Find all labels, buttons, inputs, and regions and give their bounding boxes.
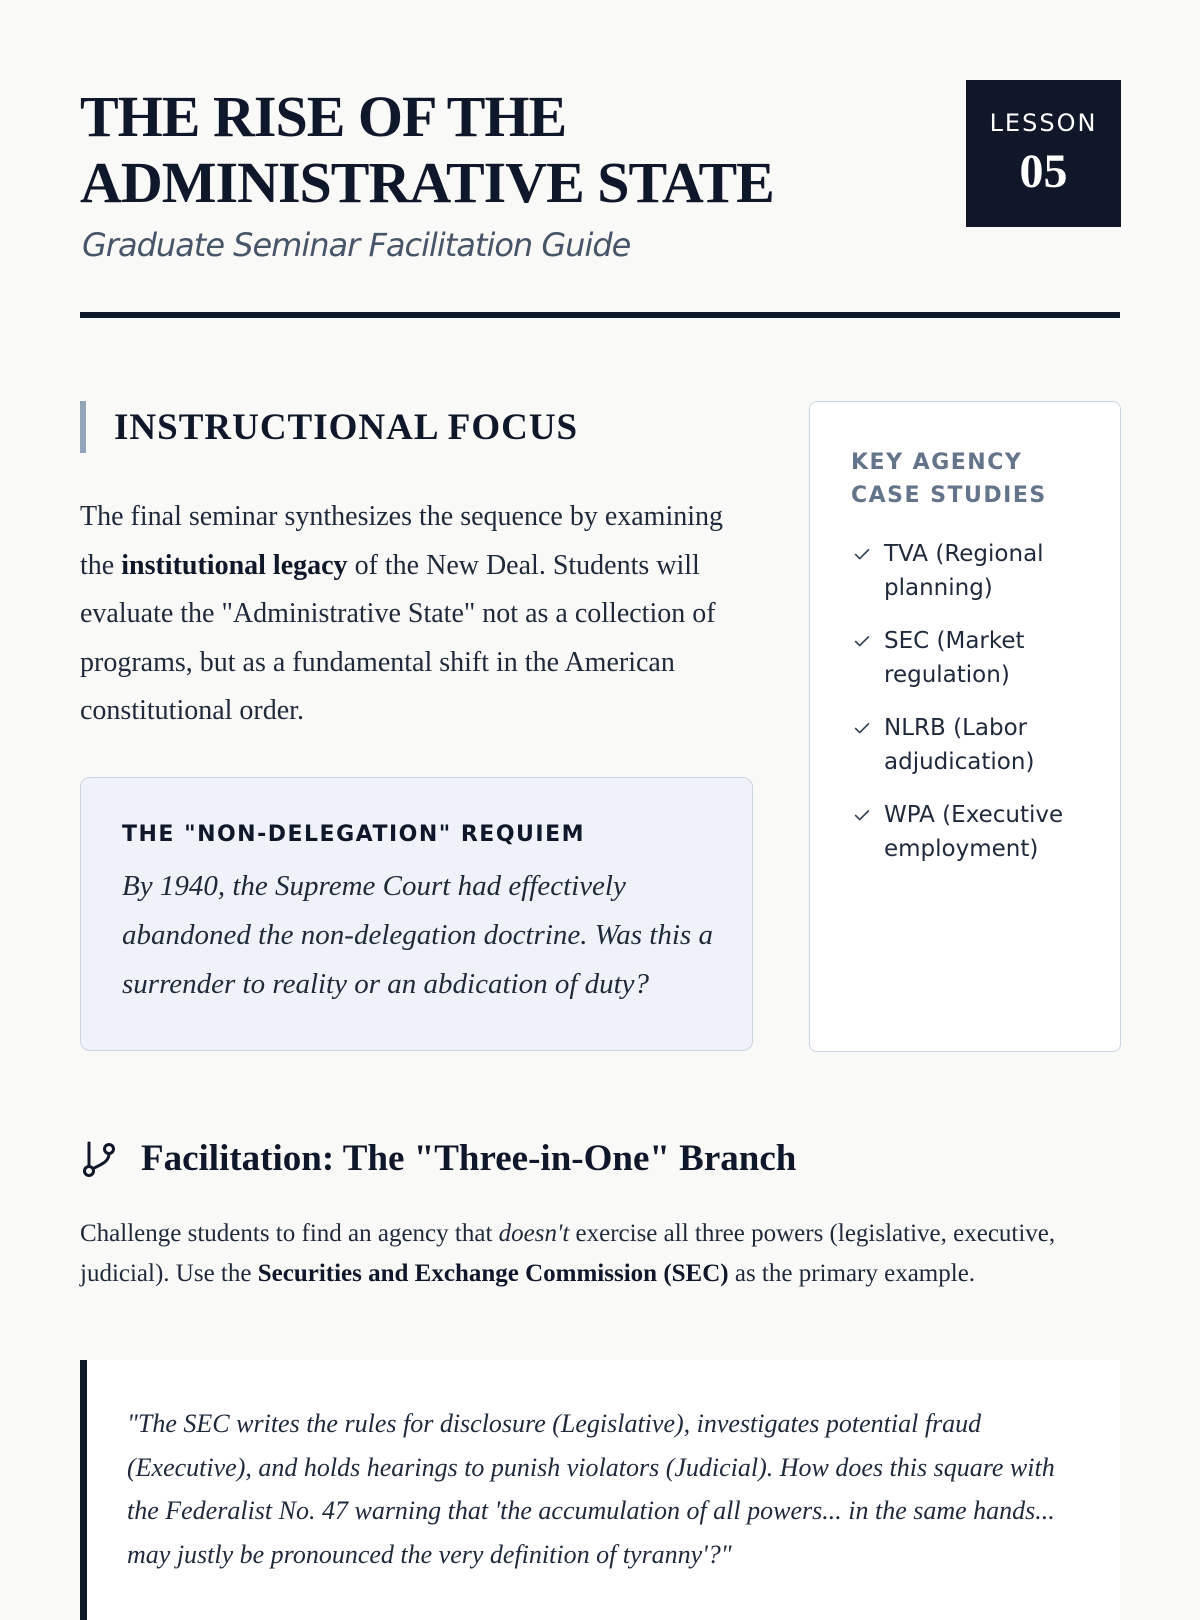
facilitation-quote bbox=[80, 1360, 1120, 1620]
focus-text-1: The final seminar synthesizes the sequence by examining the bbox=[80, 501, 724, 581]
case-study-label: TVA (Regional planning) bbox=[884, 541, 1044, 601]
check-icon bbox=[851, 630, 873, 652]
section-accent-bar bbox=[80, 401, 86, 453]
list-item bbox=[851, 537, 1101, 624]
fac-text-3: as the primary example. bbox=[728, 1260, 976, 1287]
focus-heading: INSTRUCTIONAL FOCUS bbox=[114, 407, 579, 448]
discussion-callout bbox=[80, 777, 753, 1051]
case-studies-panel bbox=[809, 401, 1121, 1052]
list-item bbox=[851, 798, 1101, 885]
git-branch-icon bbox=[80, 1141, 118, 1179]
fac-text-2: exercise all three powers (legislative, executive, judicial). Use the bbox=[80, 1220, 1056, 1287]
callout-label: THE "NON-DELEGATION" REQUIEM bbox=[122, 822, 586, 847]
fac-text-1: Challenge students to find an agency that bbox=[80, 1220, 499, 1247]
callout-question: By 1940, the Supreme Court had effectively abandoned the non-delegation doctrine. Was this a surrender to reality or an abdication of duty? bbox=[122, 870, 713, 1000]
lesson-label: LESSON bbox=[989, 109, 1098, 137]
case-study-label: NLRB (Labor adjudication) bbox=[884, 715, 1035, 775]
case-study-label: WPA (Executive employment) bbox=[884, 802, 1064, 862]
case-studies-title: KEY AGENCY CASE STUDIES bbox=[851, 450, 1047, 508]
list-item bbox=[851, 711, 1101, 798]
facilitation-paragraph bbox=[80, 1214, 1080, 1294]
check-icon bbox=[851, 543, 873, 565]
quote-text: "The SEC writes the rules for disclosure (Legislative), investigates potential fraud (Executive), and holds hearings to punish violators (Judicial). How does this square with the Federalist No. 47 warning that 'the accumulation of all powers... in the same hands... may justly be pronounced the very definition of tyranny'?" bbox=[127, 1409, 1055, 1569]
facilitation-heading: Facilitation: The "Three-in-One" Branch bbox=[141, 1138, 797, 1179]
lesson-number: 05 bbox=[1019, 145, 1068, 198]
focus-paragraph bbox=[80, 493, 760, 736]
header-divider bbox=[80, 312, 1120, 318]
check-icon bbox=[851, 717, 873, 739]
check-icon bbox=[851, 804, 873, 826]
fac-text-italic: doesn't bbox=[498, 1220, 570, 1247]
fac-text-bold: Securities and Exchange Commission (SEC) bbox=[257, 1260, 729, 1287]
focus-text-2: of the New Deal. Students will evaluate the "Administrative State" not as a collection of programs, but as a fundamental shift in the American constitutional order. bbox=[80, 549, 716, 726]
page-subtitle: Graduate Seminar Facilitation Guide bbox=[82, 226, 631, 264]
list-item bbox=[851, 624, 1101, 711]
lesson-badge bbox=[966, 80, 1121, 227]
case-study-label: SEC (Market regulation) bbox=[884, 628, 1025, 688]
page-title: THE RISE OF THE ADMINISTRATIVE STATE bbox=[80, 84, 774, 215]
focus-text-bold: institutional legacy bbox=[121, 549, 348, 581]
case-studies-list bbox=[851, 537, 1101, 885]
